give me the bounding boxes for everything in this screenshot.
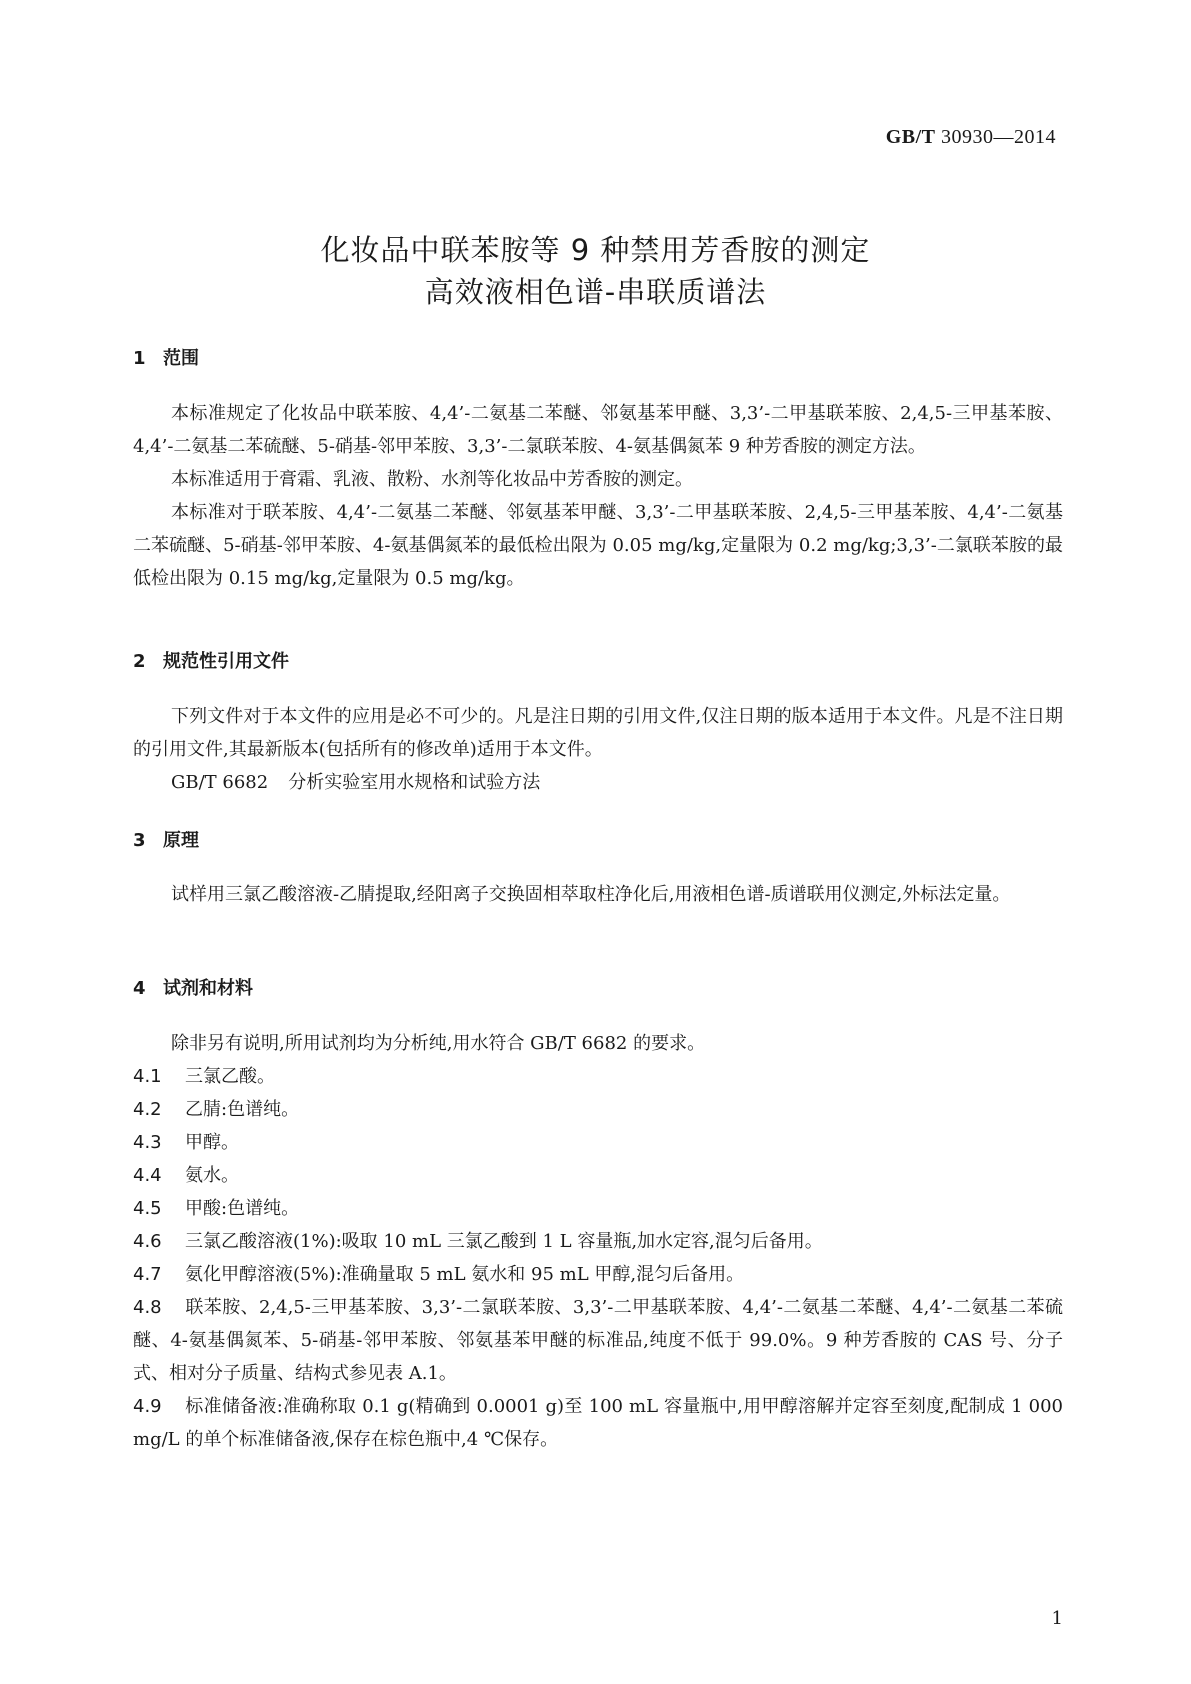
section-3-body	[133, 878, 1063, 911]
paragraph: 本标准规定了化妆品中联苯胺、4,4’-二氨基二苯醚、邻氨基苯甲醚、3,3’-二甲基联苯胺、2,4,5-三甲基苯胺、4,4’-二氨基二苯硫醚、5-硝基-邻甲苯胺、3,3’-二氯联苯胺、4-氨基偶氮苯 9 种芳香胺的测定方法。	[133, 403, 1063, 457]
doc-title-line1: 化妆品中联苯胺等 9 种禁用芳香胺的测定	[320, 233, 871, 267]
paragraph: 除非另有说明,所用试剂均为分析纯,用水符合 GB/T 6682 的要求。	[171, 1033, 706, 1054]
list-item: 4.9 标准储备液:准确称取 0.1 g(精确到 0.0001 g)至 100 mL 容量瓶中,用甲醇溶解并定容至刻度,配制成 1 000 mg/L 的单个标准储备液,保存在棕色瓶中,4 ℃保存。	[133, 1396, 1063, 1450]
section-2-body	[133, 700, 1063, 799]
list-item: 4.2 乙腈:色谱纯。	[133, 1099, 300, 1120]
list-item: 4.1 三氯乙酸。	[133, 1066, 275, 1087]
list-item: 4.4 氨水。	[133, 1165, 239, 1186]
paragraph: 本标准适用于膏霜、乳液、散粉、水剂等化妆品中芳香胺的测定。	[171, 469, 693, 490]
section-4-intro	[133, 1027, 1063, 1060]
section-1-body	[133, 397, 1063, 595]
paragraph: 本标准对于联苯胺、4,4’-二氨基二苯醚、邻氨基苯甲醚、3,3’-二甲基联苯胺、2,4,5-三甲基苯胺、4,4’-二氨基二苯硫醚、5-硝基-邻甲苯胺、4-氨基偶氮苯的最低检出限为 0.05 mg/kg,定量限为 0.2 mg/kg;3,3’-二氯联苯胺的最低检出限为 0.15 mg/kg,定量限为 0.5 mg/kg。	[133, 502, 1063, 589]
list-item: 4.8 联苯胺、2,4,5-三甲基苯胺、3,3’-二氯联苯胺、3,3’-二甲基联苯胺、4,4’-二氨基二苯醚、4,4’-二氨基二苯硫醚、4-氨基偶氮苯、5-硝基-邻甲苯胺、邻氨基苯甲醚的标准品,纯度不低于 99.0%。9 种芳香胺的 CAS 号、分子式、相对分子质量、结构式参见表 A.1。	[133, 1297, 1063, 1384]
standard-prefix: GB/T	[885, 126, 936, 148]
paragraph: 下列文件对于本文件的应用是必不可少的。凡是注日期的引用文件,仅注日期的版本适用于本文件。凡是不注日期的引用文件,其最新版本(包括所有的修改单)适用于本文件。	[133, 706, 1063, 760]
normative-reference	[133, 766, 1063, 799]
list-item: 4.3 甲醇。	[133, 1132, 239, 1153]
list-item: 4.5 甲酸:色谱纯。	[133, 1198, 300, 1219]
standard-number	[886, 126, 1056, 149]
paragraph: 试样用三氯乙酸溶液-乙腈提取,经阳离子交换固相萃取柱净化后,用液相色谱-质谱联用仪测定,外标法定量。	[171, 884, 1011, 905]
section-2-heading: 2 规范性引用文件	[133, 651, 289, 672]
page-number: 1	[1051, 1608, 1063, 1629]
section-4-heading: 4 试剂和材料	[133, 978, 253, 999]
doc-title-line2: 高效液相色谱-串联质谱法	[424, 275, 767, 309]
list-item: 4.7 氨化甲醇溶液(5%):准确量取 5 mL 氨水和 95 mL 甲醇,混匀后备用。	[133, 1264, 745, 1285]
section-1-heading: 1 范围	[133, 348, 199, 369]
reference-code: GB/T 6682	[171, 772, 269, 793]
standard-code: 30930—2014	[941, 126, 1056, 148]
section-3-heading: 3 原理	[133, 830, 199, 851]
list-item: 4.6 三氯乙酸溶液(1%):吸取 10 mL 三氯乙酸到 1 L 容量瓶,加水定容,混匀后备用。	[133, 1231, 823, 1252]
reference-title: 分析实验室用水规格和试验方法	[288, 772, 541, 793]
